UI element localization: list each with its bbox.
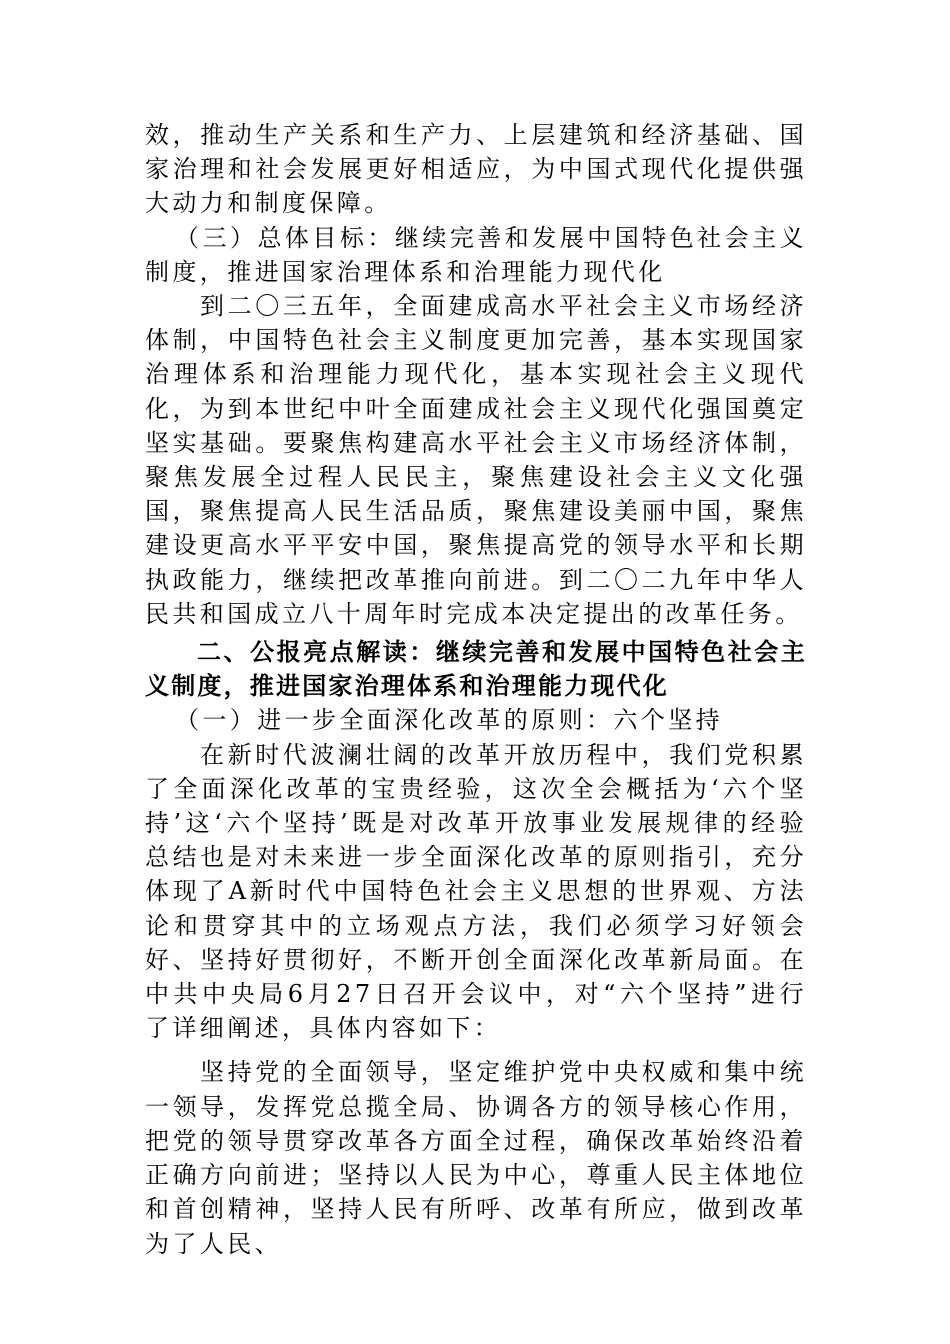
heading-section-1: （一）进一步全面深化改革的原则：六个坚持 <box>175 706 723 735</box>
paragraph-leadership: 坚持党的全面领导，坚定维护党中央权威和集中统一领导，发挥党总揽全局、协调各方的领导核心作用，把党的领导贯穿改革各方面全过程，确保改革始终沿着正确方向前进；坚持以人民为中心，尊重人民主体地位和首创精神，坚持人民有所呼、改革有所应，做到改革为了人民、 <box>145 1058 807 1258</box>
heading-section-3: （三）总体目标：继续完善和发展中国特色社会主义制度，推进国家治理体系和治理能力现代化 <box>145 223 807 286</box>
paragraph-principles: 在新时代波澜壮阔的改革开放历程中，我们党积累了全面深化改革的宝贵经验，这次全会概括为‘六个坚持’这‘六个坚持’既是对改革开放事业发展规律的经验总结也是对未来进一步全面深化改革的原则指引，充分体现了A新时代中国特色社会主义思想的世界观、方法论和贯穿其中的立场观点方法，我们必须学习好领会好、坚持好贯彻好，不断开创全面深化改革新局面。在中共中央局6月27日召开会议中，对“六个坚持”进行了详细阐述，具体内容如下： <box>145 740 807 1043</box>
paragraph-continuation: 效，推动生产关系和生产力、上层建筑和经济基础、国家治理和社会发展更好相适应，为中国式现代化提供强大动力和制度保障。 <box>145 121 807 218</box>
heading-part-2: 二、公报亮点解读：继续完善和发展中国特色社会主义制度，推进国家治理体系和治理能力现代化 <box>145 638 807 701</box>
paragraph-goal: 到二〇三五年，全面建成高水平社会主义市场经济体制，中国特色社会主义制度更加完善，基本实现国家治理体系和治理能力现代化，基本实现社会主义现代化，为到本世纪中叶全面建成社会主义现代化强国奠定坚实基础。要聚焦构建高水平社会主义市场经济体制，聚焦发展全过程人民民主，聚焦建设社会主义文化强国，聚焦提高人民生活品质，聚焦建设美丽中国，聚焦建设更高水平平安中国，聚焦提高党的领导水平和长期执政能力，继续把改革推向前进。到二〇二九年中华人民共和国成立八十周年时完成本决定提出的改革任务。 <box>145 292 807 628</box>
document-page <box>145 118 807 1261</box>
